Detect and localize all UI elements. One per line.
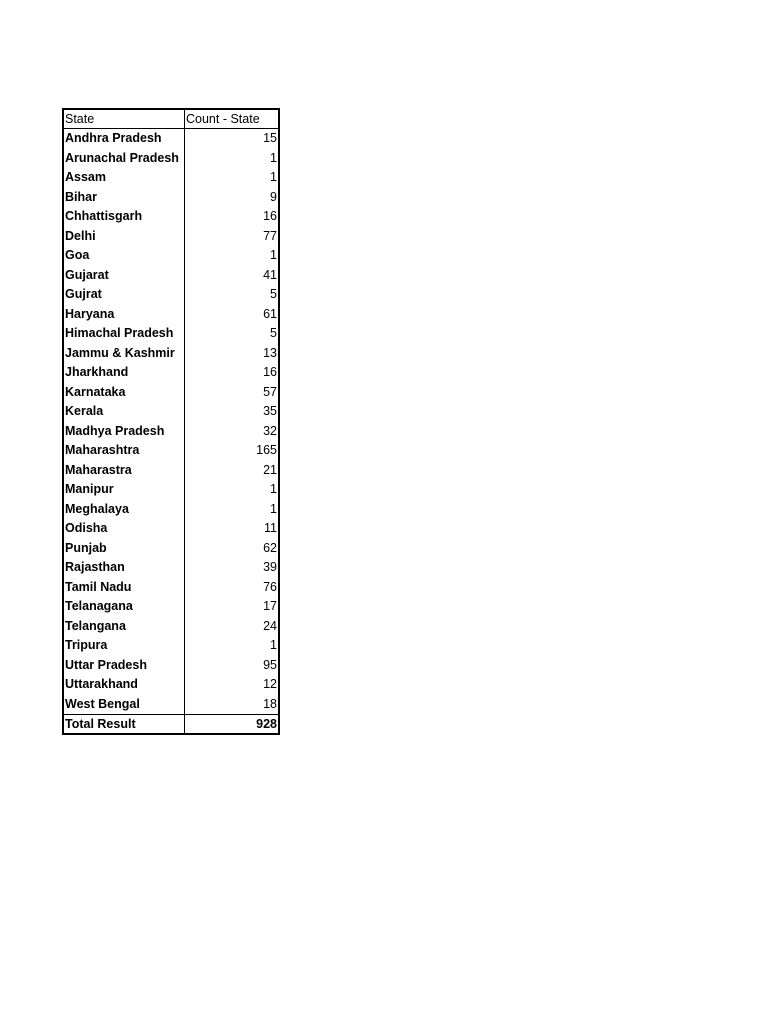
count-cell: 1 bbox=[270, 501, 277, 516]
table-row bbox=[64, 441, 278, 461]
count-cell: 95 bbox=[263, 657, 277, 672]
state-cell: Himachal Pradesh bbox=[64, 324, 185, 344]
state-cell: Manipur bbox=[64, 480, 185, 500]
table-body bbox=[64, 129, 278, 714]
header-count: Count - State bbox=[186, 112, 260, 126]
total-count: 928 bbox=[256, 717, 277, 731]
count-cell: 39 bbox=[263, 560, 277, 574]
table-row bbox=[64, 324, 278, 344]
table-row bbox=[64, 188, 278, 208]
total-label: Total Result bbox=[64, 715, 185, 733]
count-cell: 1 bbox=[270, 170, 277, 184]
table-row bbox=[64, 558, 278, 578]
table-row bbox=[64, 149, 278, 169]
count-cell: 62 bbox=[263, 540, 277, 555]
table-header-row bbox=[64, 110, 278, 129]
count-cell: 32 bbox=[263, 423, 277, 438]
table-row bbox=[64, 305, 278, 325]
state-cell: Rajasthan bbox=[64, 558, 185, 578]
count-cell: 76 bbox=[263, 579, 277, 594]
table-row bbox=[64, 207, 278, 227]
count-cell: 5 bbox=[270, 326, 277, 340]
table-row bbox=[64, 480, 278, 500]
state-cell: Chhattisgarh bbox=[64, 207, 185, 227]
count-cell: 77 bbox=[263, 228, 277, 243]
count-cell: 18 bbox=[263, 696, 277, 711]
table-row bbox=[64, 363, 278, 383]
count-cell: 13 bbox=[263, 345, 277, 360]
state-cell: Maharashtra bbox=[64, 441, 185, 461]
table-row bbox=[64, 422, 278, 442]
count-cell: 11 bbox=[264, 521, 277, 535]
state-cell: Gujrat bbox=[64, 285, 185, 305]
table-row bbox=[64, 129, 278, 149]
state-cell: Odisha bbox=[64, 519, 185, 539]
table-row bbox=[64, 636, 278, 656]
count-cell: 1 bbox=[270, 248, 277, 262]
table-row bbox=[64, 227, 278, 247]
state-cell: Arunachal Pradesh bbox=[64, 149, 185, 169]
table-row bbox=[64, 617, 278, 637]
table-row bbox=[64, 656, 278, 676]
state-cell: Jharkhand bbox=[64, 363, 185, 383]
table-row bbox=[64, 461, 278, 481]
count-cell: 5 bbox=[270, 287, 277, 301]
state-cell: Maharastra bbox=[64, 461, 185, 481]
count-cell: 35 bbox=[263, 404, 277, 418]
state-cell: Assam bbox=[64, 168, 185, 188]
state-cell: Uttar Pradesh bbox=[64, 656, 185, 676]
table-row bbox=[64, 402, 278, 422]
count-cell: 24 bbox=[263, 618, 277, 633]
state-cell: Bihar bbox=[64, 188, 185, 208]
state-cell: Haryana bbox=[64, 305, 185, 325]
table-row bbox=[64, 578, 278, 598]
state-cell: Meghalaya bbox=[64, 500, 185, 520]
state-cell: Telangana bbox=[64, 617, 185, 637]
state-cell: Andhra Pradesh bbox=[64, 129, 185, 149]
pivot-table bbox=[62, 108, 280, 735]
state-cell: Gujarat bbox=[64, 266, 185, 286]
count-cell: 1 bbox=[270, 482, 277, 496]
state-cell: West Bengal bbox=[64, 695, 185, 715]
count-cell: 57 bbox=[263, 384, 277, 399]
header-state: State bbox=[64, 110, 185, 128]
state-cell: Tamil Nadu bbox=[64, 578, 185, 598]
state-cell: Uttarakhand bbox=[64, 675, 185, 695]
count-cell: 12 bbox=[263, 677, 277, 691]
count-cell: 17 bbox=[263, 599, 277, 613]
state-cell: Karnataka bbox=[64, 383, 185, 403]
count-cell: 15 bbox=[263, 131, 277, 145]
state-cell: Telanagana bbox=[64, 597, 185, 617]
table-row bbox=[64, 695, 278, 715]
table-total-row bbox=[64, 714, 278, 733]
count-cell: 16 bbox=[263, 209, 277, 223]
state-cell: Jammu & Kashmir bbox=[64, 344, 185, 364]
count-cell: 1 bbox=[270, 150, 277, 165]
table-row bbox=[64, 539, 278, 559]
table-row bbox=[64, 168, 278, 188]
table-row bbox=[64, 597, 278, 617]
state-cell: Delhi bbox=[64, 227, 185, 247]
count-cell: 9 bbox=[270, 189, 277, 204]
count-cell: 41 bbox=[263, 267, 277, 282]
table-row bbox=[64, 266, 278, 286]
table-row bbox=[64, 246, 278, 266]
table-row bbox=[64, 383, 278, 403]
count-cell: 21 bbox=[263, 462, 277, 477]
state-cell: Madhya Pradesh bbox=[64, 422, 185, 442]
count-cell: 16 bbox=[263, 365, 277, 379]
state-cell: Kerala bbox=[64, 402, 185, 422]
count-cell: 1 bbox=[270, 638, 277, 652]
count-cell: 61 bbox=[263, 306, 277, 321]
state-cell: Tripura bbox=[64, 636, 185, 656]
count-cell: 165 bbox=[256, 443, 277, 457]
table-row bbox=[64, 675, 278, 695]
state-cell: Punjab bbox=[64, 539, 185, 559]
table-row bbox=[64, 344, 278, 364]
table-row bbox=[64, 519, 278, 539]
table-row bbox=[64, 285, 278, 305]
table-row bbox=[64, 500, 278, 520]
state-cell: Goa bbox=[64, 246, 185, 266]
